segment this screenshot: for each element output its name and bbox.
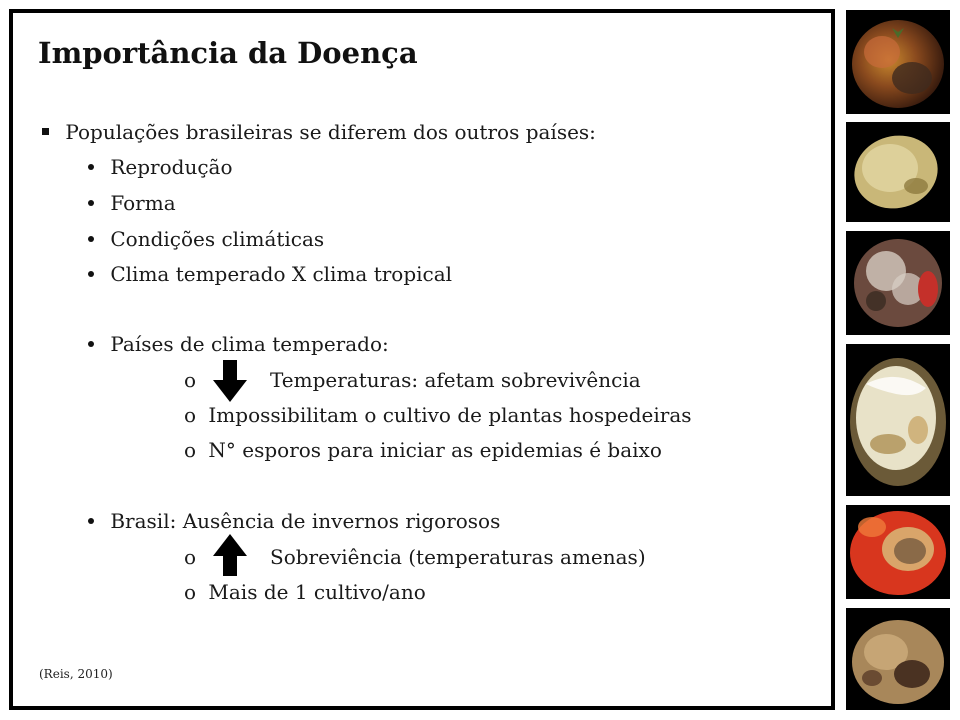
bullet-dot-icon bbox=[88, 200, 94, 206]
list-item: o Impossibilitam o cultivo de plantas hospedeiras bbox=[184, 403, 692, 427]
bullet-dot-icon bbox=[88, 164, 94, 170]
temperate-heading: Países de clima temperado: bbox=[88, 332, 389, 356]
down-arrow-icon bbox=[213, 360, 247, 402]
list-item: o bbox=[184, 368, 197, 392]
list-item: o Mais de 1 cultivo/ano bbox=[184, 580, 426, 604]
bullet-dot-icon bbox=[88, 341, 94, 347]
list-item: Forma bbox=[88, 191, 176, 215]
main-bullet bbox=[42, 120, 596, 144]
square-bullet-icon bbox=[42, 128, 49, 135]
main-bullet-text: Populações brasileiras se diferem dos outros países: bbox=[65, 120, 596, 144]
list-item: o N° esporos para iniciar as epidemias é baixo bbox=[184, 438, 662, 462]
bullet-dot-icon bbox=[88, 518, 94, 524]
bullet-dot-icon bbox=[88, 236, 94, 242]
list-item: Reprodução bbox=[88, 155, 233, 179]
potato-photo bbox=[846, 122, 950, 222]
tomato-late-blight-photo bbox=[846, 10, 950, 114]
list-item-text: Temperaturas: afetam sobrevivência bbox=[270, 368, 641, 392]
slide-title: Importância da Doença bbox=[38, 36, 418, 70]
list-item-text: Sobreviência (temperaturas amenas) bbox=[270, 545, 646, 569]
reference-citation: (Reis, 2010) bbox=[39, 667, 113, 681]
list-item: Clima temperado X clima tropical bbox=[88, 262, 452, 286]
list-item: Condições climáticas bbox=[88, 227, 324, 251]
list-item: o bbox=[184, 545, 197, 569]
cut-potato-photo bbox=[846, 344, 950, 496]
tomato-lesion-photo bbox=[846, 505, 950, 599]
rotten-tomato-photo bbox=[846, 231, 950, 335]
bullet-dot-icon bbox=[88, 271, 94, 277]
diseased-potato-photo bbox=[846, 608, 950, 710]
brazil-heading: Brasil: Ausência de invernos rigorosos bbox=[88, 509, 500, 533]
slide-frame bbox=[9, 9, 835, 710]
up-arrow-icon bbox=[213, 534, 247, 576]
